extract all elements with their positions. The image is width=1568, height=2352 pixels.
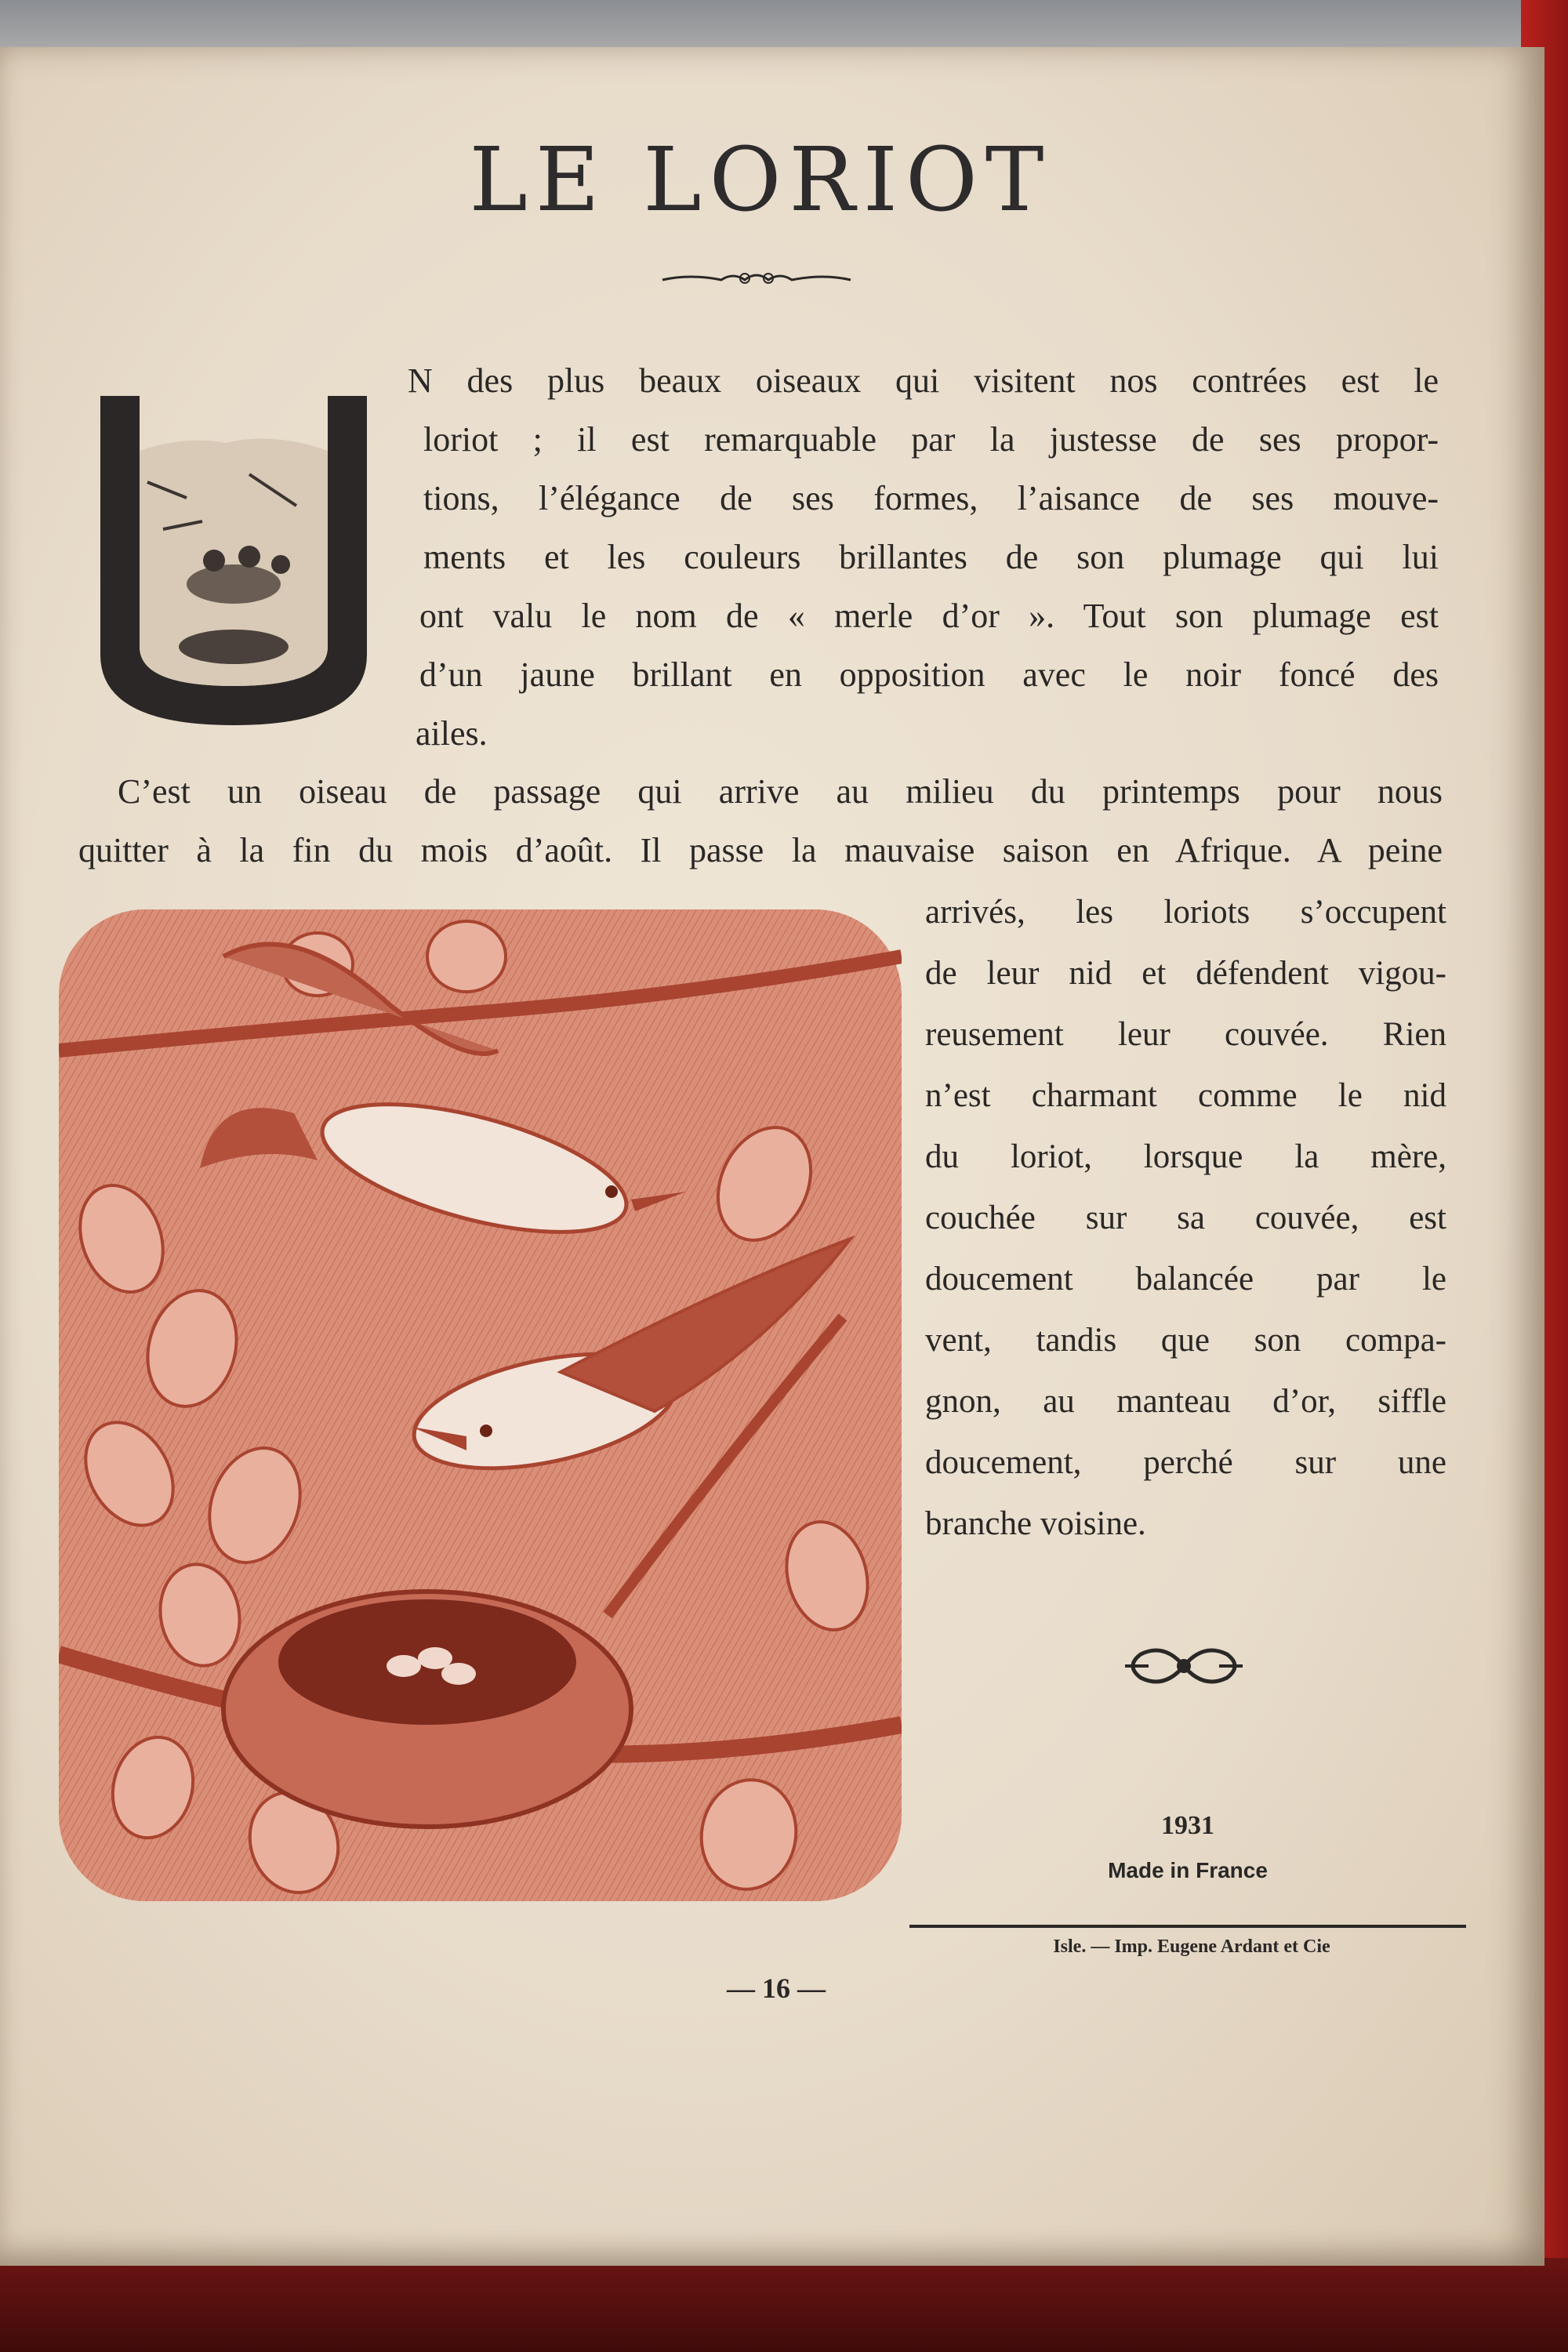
text-line: loriot ; il est remarquable par la justesse de ses propor- <box>423 420 1439 459</box>
text-line: couchée sur sa couvée, est <box>925 1200 1446 1236</box>
text-line: branche voisine. <box>925 1505 1146 1542</box>
title-ornament <box>659 263 855 294</box>
text-line: N des plus beaux oiseaux qui visitent nos contrées est le <box>408 361 1439 400</box>
book-cover-bottom <box>0 2258 1568 2352</box>
text-line: ments et les couleurs brillantes de son plumage qui lui <box>423 538 1439 576</box>
dropcap-illustration <box>93 388 375 733</box>
oriole-illustration <box>59 909 902 1901</box>
text-line: doucement balancée par le <box>925 1261 1446 1298</box>
publication-year: 1931 <box>1161 1811 1214 1840</box>
text-line: ont valu le nom de « merle d’or ». Tout son plumage est <box>419 597 1439 635</box>
paragraph-1 <box>408 351 1439 763</box>
printer-imprint: Isle. — Imp. Eugene Ardant et Cie <box>1053 1936 1330 1957</box>
divider <box>909 1925 1466 1928</box>
text-line: arrivés, les loriots s’occupent <box>925 894 1446 931</box>
made-in-label: Made in France <box>1108 1858 1268 1882</box>
text-line: doucement, perché sur une <box>925 1444 1446 1481</box>
page-title: LE LORIOT <box>469 129 1052 231</box>
text-line: tions, l’élégance de ses formes, l’aisance de ses mouve- <box>423 479 1439 517</box>
text-line: de leur nid et défendent vigou- <box>925 955 1446 992</box>
text-line: d’un jaune brillant en opposition avec le noir foncé des <box>419 655 1439 694</box>
text-line: quitter à la fin du mois d’août. Il passe la mauvaise saison en Afrique. A peine <box>78 831 1443 869</box>
paragraph-2-full <box>78 762 1443 880</box>
text-line: n’est charmant comme le nid <box>925 1077 1446 1114</box>
text-line: vent, tandis que son compa- <box>925 1322 1446 1359</box>
paragraph-2-column <box>925 882 1446 1555</box>
section-ornament <box>1117 1635 1250 1697</box>
text-line: reusement leur couvée. Rien <box>925 1016 1446 1053</box>
text-line: gnon, au manteau d’or, siffle <box>925 1383 1446 1420</box>
text-line: C’est un oiseau de passage qui arrive au milieu du printemps pour nous <box>118 772 1443 811</box>
page-number: — 16 — <box>727 1973 826 2004</box>
text-line: du loriot, lorsque la mère, <box>925 1138 1446 1175</box>
text-line: ailes. <box>416 714 488 753</box>
